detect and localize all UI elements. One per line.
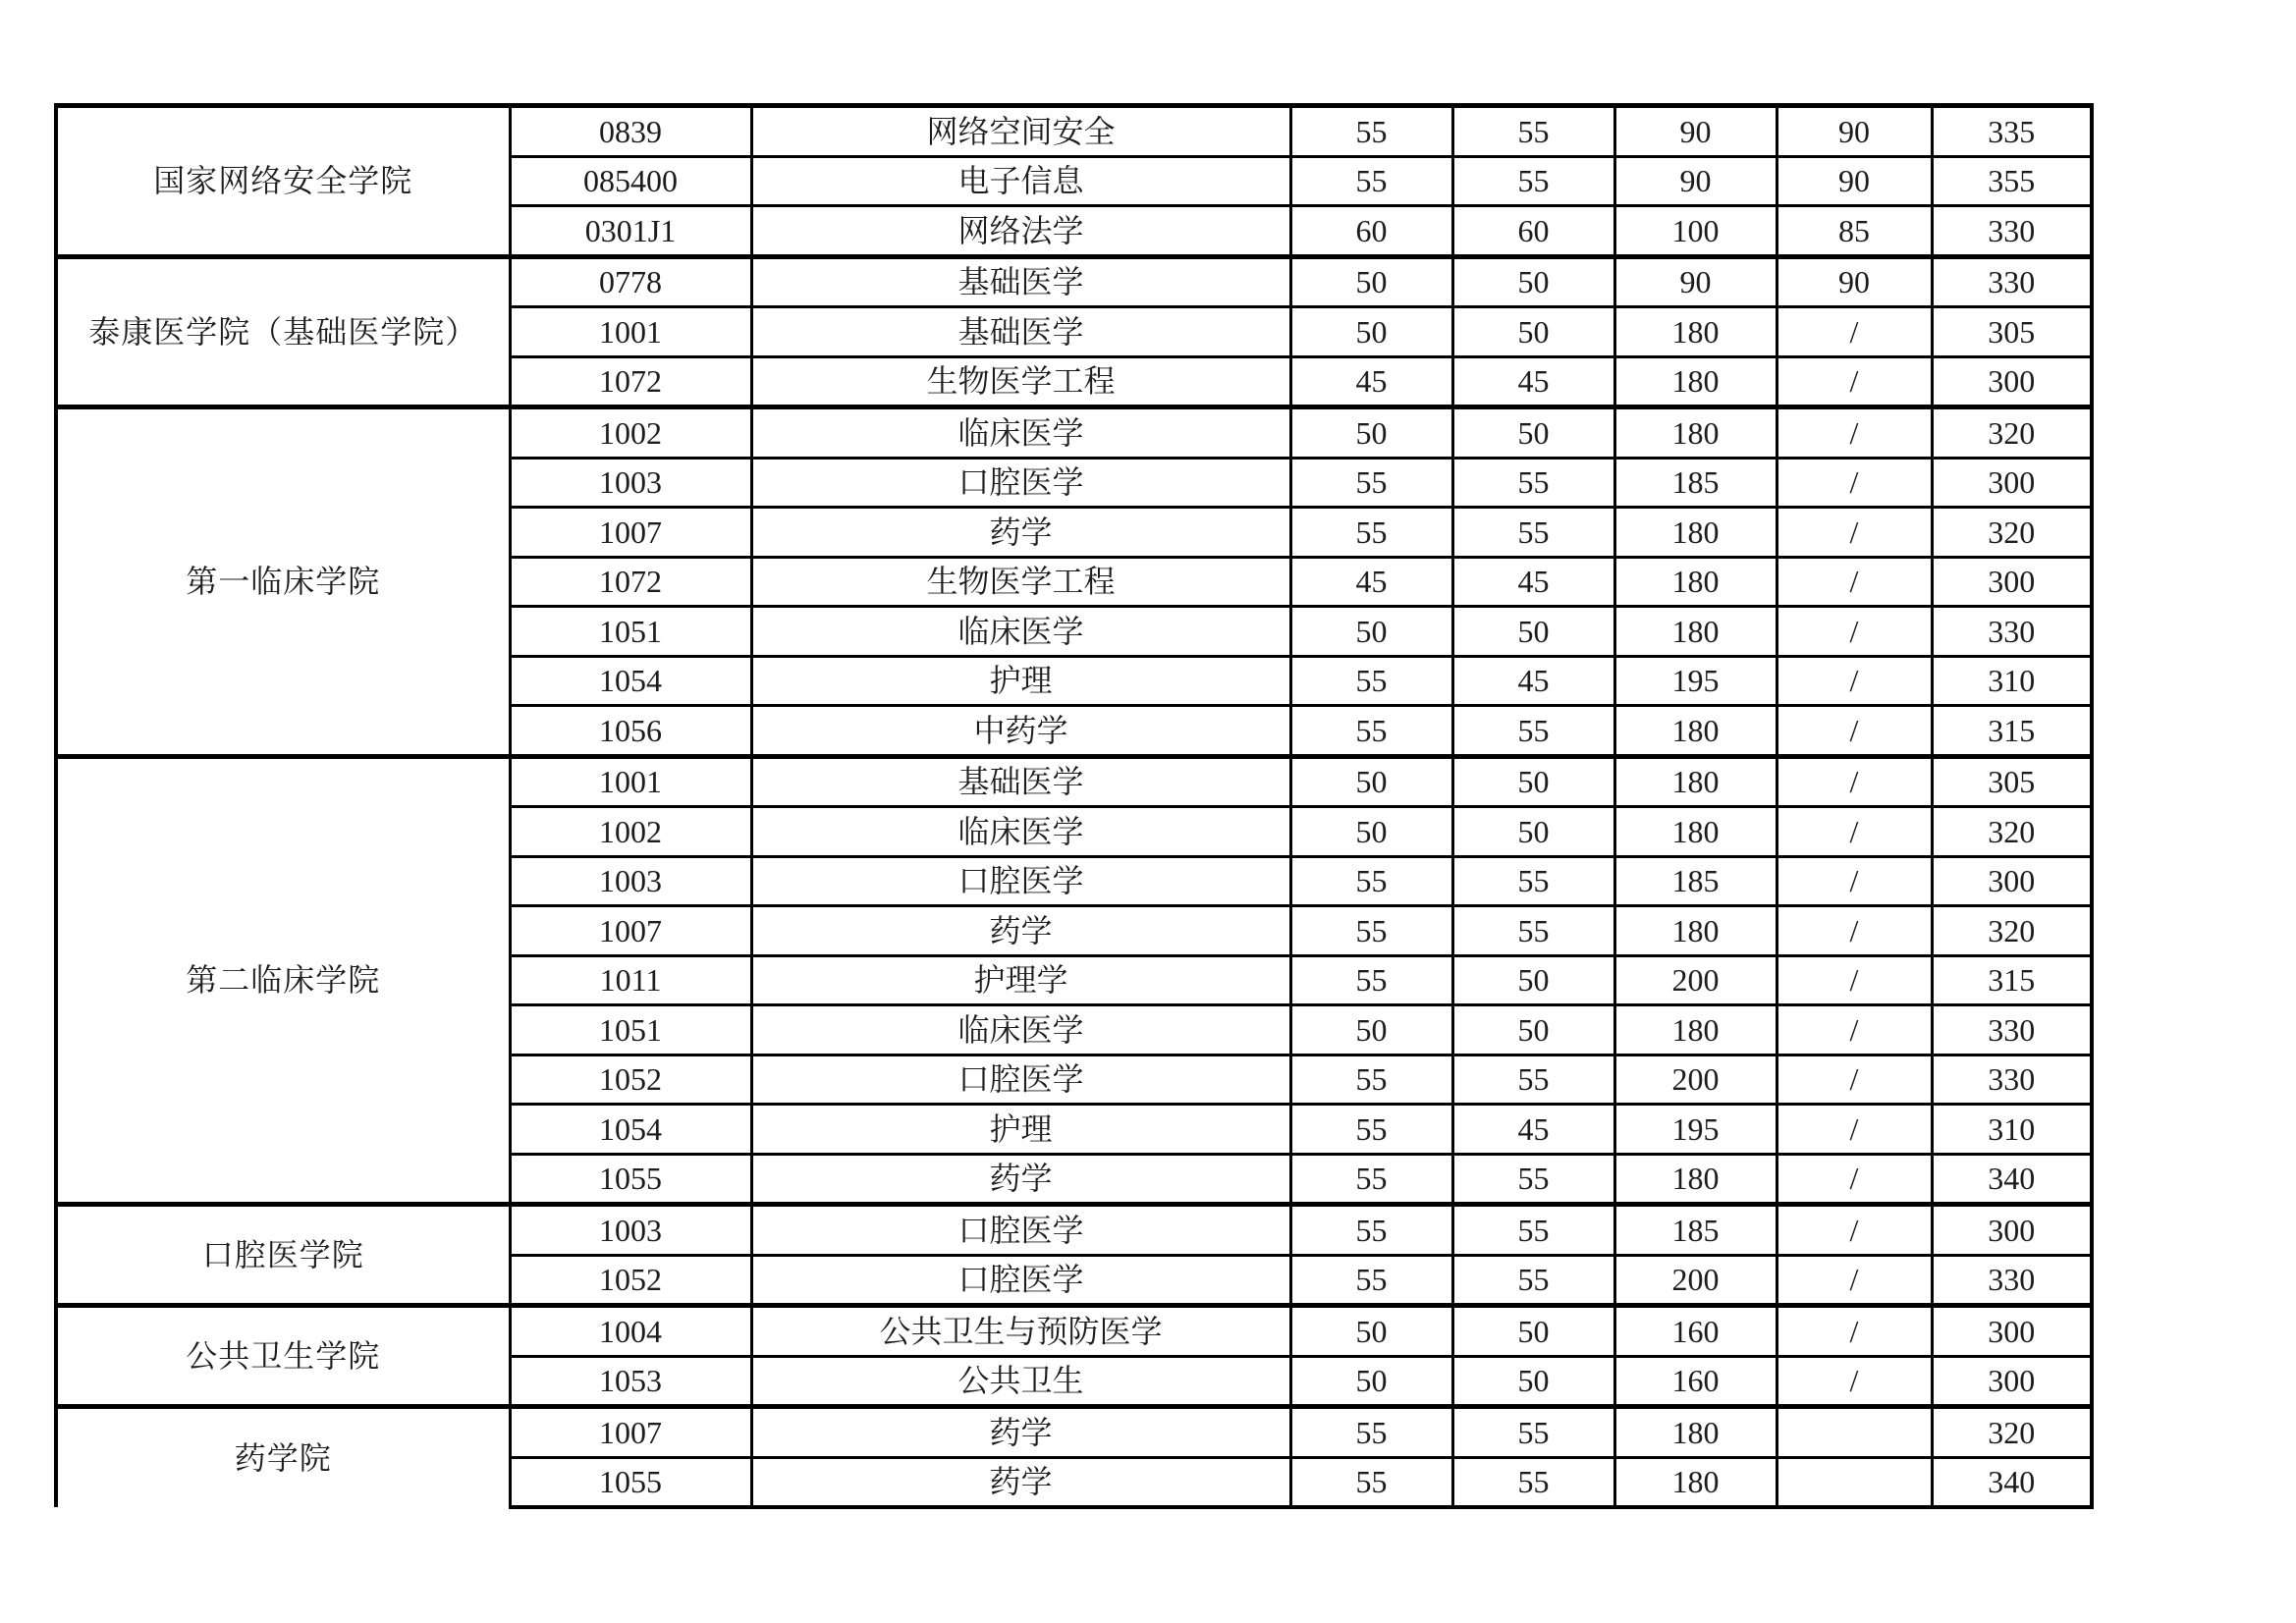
score-cell: 180 — [1614, 807, 1777, 857]
score-cell: 50 — [1290, 1356, 1452, 1407]
score-cell: 55 — [1290, 1205, 1452, 1256]
code-cell: 1007 — [510, 508, 751, 558]
code-cell: 1001 — [510, 756, 751, 807]
code-cell: 1072 — [510, 356, 751, 407]
score-cell: / — [1777, 856, 1932, 906]
total-score-cell: 320 — [1932, 1407, 2092, 1458]
score-cell: 50 — [1290, 1005, 1452, 1055]
major-cell: 护理学 — [751, 955, 1290, 1005]
score-cell: / — [1777, 1055, 1932, 1105]
code-cell: 0839 — [510, 106, 751, 157]
code-cell: 1053 — [510, 1356, 751, 1407]
college-cell: 药学院 — [56, 1407, 510, 1508]
total-score-cell: 340 — [1932, 1154, 2092, 1205]
total-score-cell: 310 — [1932, 1105, 2092, 1155]
score-cell: / — [1777, 1356, 1932, 1407]
total-score-cell: 315 — [1932, 955, 2092, 1005]
score-cell: 180 — [1614, 407, 1777, 459]
score-cell: / — [1777, 557, 1932, 607]
major-cell: 基础医学 — [751, 307, 1290, 357]
score-cell: 185 — [1614, 1205, 1777, 1256]
score-cell: 180 — [1614, 557, 1777, 607]
score-cell: / — [1777, 1306, 1932, 1357]
total-score-cell: 335 — [1932, 106, 2092, 157]
score-cell: / — [1777, 356, 1932, 407]
college-cell: 第二临床学院 — [56, 756, 510, 1205]
score-cell: 55 — [1452, 856, 1614, 906]
code-cell: 0778 — [510, 256, 751, 307]
total-score-cell: 330 — [1932, 607, 2092, 657]
score-cell: 45 — [1452, 356, 1614, 407]
total-score-cell: 330 — [1932, 256, 2092, 307]
total-score-cell: 300 — [1932, 1356, 2092, 1407]
total-score-cell: 315 — [1932, 706, 2092, 757]
score-cell: 50 — [1452, 1356, 1614, 1407]
score-cell: 90 — [1777, 106, 1932, 157]
college-cell: 国家网络安全学院 — [56, 106, 510, 257]
major-cell: 临床医学 — [751, 407, 1290, 459]
score-cell: 55 — [1452, 508, 1614, 558]
score-cell: / — [1777, 1005, 1932, 1055]
major-cell: 中药学 — [751, 706, 1290, 757]
score-cell: 55 — [1290, 1105, 1452, 1155]
score-cell: 180 — [1614, 1005, 1777, 1055]
score-cell: 90 — [1614, 156, 1777, 206]
score-cell: 180 — [1614, 508, 1777, 558]
score-cell: / — [1777, 1255, 1932, 1306]
score-cell: 55 — [1452, 1457, 1614, 1507]
total-score-cell: 330 — [1932, 206, 2092, 257]
score-cell: 60 — [1452, 206, 1614, 257]
table-row — [56, 407, 2092, 459]
score-cell — [1777, 1407, 1932, 1458]
code-cell: 1007 — [510, 1407, 751, 1458]
score-cell: 50 — [1290, 307, 1452, 357]
score-cell: 200 — [1614, 1255, 1777, 1306]
score-cell: 50 — [1452, 1005, 1614, 1055]
score-cell: 185 — [1614, 458, 1777, 508]
code-cell: 1011 — [510, 955, 751, 1005]
score-cell: / — [1777, 906, 1932, 956]
score-cell: 45 — [1290, 557, 1452, 607]
major-cell: 基础医学 — [751, 256, 1290, 307]
score-cell: 50 — [1290, 407, 1452, 459]
total-score-cell: 300 — [1932, 856, 2092, 906]
score-cell: 55 — [1290, 1154, 1452, 1205]
major-cell: 网络空间安全 — [751, 106, 1290, 157]
score-cell: 195 — [1614, 656, 1777, 706]
score-cell: / — [1777, 607, 1932, 657]
major-cell: 公共卫生与预防医学 — [751, 1306, 1290, 1357]
score-cell: 50 — [1290, 807, 1452, 857]
score-cell: / — [1777, 656, 1932, 706]
score-cell: 160 — [1614, 1306, 1777, 1357]
score-cell: 50 — [1290, 256, 1452, 307]
score-cell: 185 — [1614, 856, 1777, 906]
code-cell: 1072 — [510, 557, 751, 607]
major-cell: 护理 — [751, 1105, 1290, 1155]
table-row — [56, 256, 2092, 307]
total-score-cell: 320 — [1932, 508, 2092, 558]
total-score-cell: 340 — [1932, 1457, 2092, 1507]
code-cell: 1002 — [510, 407, 751, 459]
score-cell: 55 — [1452, 106, 1614, 157]
major-cell: 口腔医学 — [751, 856, 1290, 906]
score-cell: 50 — [1452, 756, 1614, 807]
major-cell: 药学 — [751, 1457, 1290, 1507]
table-row — [56, 106, 2092, 157]
score-table-body — [56, 106, 2092, 1508]
total-score-cell: 300 — [1932, 356, 2092, 407]
score-cell: 55 — [1452, 156, 1614, 206]
table-row — [56, 1205, 2092, 1256]
score-cell: 50 — [1452, 807, 1614, 857]
score-cell: 50 — [1452, 1306, 1614, 1357]
score-cell: 180 — [1614, 1154, 1777, 1205]
total-score-cell: 310 — [1932, 656, 2092, 706]
score-cell: 180 — [1614, 307, 1777, 357]
score-cell: 55 — [1290, 1407, 1452, 1458]
code-cell: 1051 — [510, 607, 751, 657]
score-cell: 45 — [1452, 1105, 1614, 1155]
major-cell: 网络法学 — [751, 206, 1290, 257]
score-cell: 55 — [1290, 955, 1452, 1005]
major-cell: 生物医学工程 — [751, 356, 1290, 407]
table-row — [56, 1407, 2092, 1458]
score-table — [54, 103, 2094, 1509]
total-score-cell: 330 — [1932, 1255, 2092, 1306]
score-cell: / — [1777, 407, 1932, 459]
code-cell: 085400 — [510, 156, 751, 206]
score-cell: 90 — [1777, 156, 1932, 206]
total-score-cell: 300 — [1932, 557, 2092, 607]
total-score-cell: 355 — [1932, 156, 2092, 206]
major-cell: 基础医学 — [751, 756, 1290, 807]
score-cell: 200 — [1614, 1055, 1777, 1105]
score-cell: 55 — [1290, 1457, 1452, 1507]
score-cell: 55 — [1452, 1407, 1614, 1458]
score-cell: 180 — [1614, 906, 1777, 956]
major-cell: 口腔医学 — [751, 1255, 1290, 1306]
table-row — [56, 1306, 2092, 1357]
score-cell: / — [1777, 1154, 1932, 1205]
total-score-cell: 320 — [1932, 906, 2092, 956]
college-cell: 公共卫生学院 — [56, 1306, 510, 1407]
major-cell: 护理 — [751, 656, 1290, 706]
score-cell: 45 — [1290, 356, 1452, 407]
score-cell: 50 — [1290, 756, 1452, 807]
total-score-cell: 300 — [1932, 1306, 2092, 1357]
total-score-cell: 320 — [1932, 807, 2092, 857]
score-table-wrap — [54, 103, 2094, 1509]
code-cell: 1052 — [510, 1055, 751, 1105]
score-cell: 50 — [1452, 955, 1614, 1005]
score-cell: 55 — [1290, 906, 1452, 956]
score-cell: 55 — [1290, 156, 1452, 206]
total-score-cell: 300 — [1932, 458, 2092, 508]
total-score-cell: 305 — [1932, 756, 2092, 807]
major-cell: 口腔医学 — [751, 1205, 1290, 1256]
major-cell: 公共卫生 — [751, 1356, 1290, 1407]
college-cell: 第一临床学院 — [56, 407, 510, 757]
major-cell: 药学 — [751, 1407, 1290, 1458]
score-cell: 50 — [1290, 607, 1452, 657]
code-cell: 1004 — [510, 1306, 751, 1357]
score-cell: 195 — [1614, 1105, 1777, 1155]
score-cell: 160 — [1614, 1356, 1777, 1407]
code-cell: 1007 — [510, 906, 751, 956]
code-cell: 1055 — [510, 1154, 751, 1205]
code-cell: 1003 — [510, 1205, 751, 1256]
score-cell: 55 — [1452, 906, 1614, 956]
major-cell: 电子信息 — [751, 156, 1290, 206]
score-cell: 90 — [1777, 256, 1932, 307]
score-cell: 45 — [1452, 656, 1614, 706]
score-cell: / — [1777, 508, 1932, 558]
major-cell: 口腔医学 — [751, 458, 1290, 508]
score-cell: 50 — [1452, 256, 1614, 307]
score-cell: 55 — [1452, 1205, 1614, 1256]
code-cell: 1054 — [510, 1105, 751, 1155]
score-cell: 55 — [1452, 1255, 1614, 1306]
college-cell: 泰康医学院（基础医学院） — [56, 256, 510, 407]
major-cell: 临床医学 — [751, 607, 1290, 657]
code-cell: 1051 — [510, 1005, 751, 1055]
score-cell: 100 — [1614, 206, 1777, 257]
college-cell: 口腔医学院 — [56, 1205, 510, 1306]
score-cell: / — [1777, 955, 1932, 1005]
score-cell: 85 — [1777, 206, 1932, 257]
score-cell: 180 — [1614, 1407, 1777, 1458]
major-cell: 临床医学 — [751, 1005, 1290, 1055]
score-cell: / — [1777, 706, 1932, 757]
code-cell: 1056 — [510, 706, 751, 757]
score-cell: 50 — [1452, 407, 1614, 459]
major-cell: 口腔医学 — [751, 1055, 1290, 1105]
score-cell: 60 — [1290, 206, 1452, 257]
score-cell: 50 — [1452, 307, 1614, 357]
score-cell: 55 — [1290, 458, 1452, 508]
score-cell: 90 — [1614, 106, 1777, 157]
score-cell: 55 — [1290, 1055, 1452, 1105]
score-cell: 55 — [1290, 706, 1452, 757]
table-row — [56, 756, 2092, 807]
major-cell: 药学 — [751, 906, 1290, 956]
score-cell: 55 — [1452, 1055, 1614, 1105]
total-score-cell: 330 — [1932, 1055, 2092, 1105]
total-score-cell: 320 — [1932, 407, 2092, 459]
code-cell: 0301J1 — [510, 206, 751, 257]
score-cell: 55 — [1290, 106, 1452, 157]
score-cell: / — [1777, 756, 1932, 807]
score-cell: / — [1777, 1205, 1932, 1256]
code-cell: 1003 — [510, 458, 751, 508]
score-cell: / — [1777, 1105, 1932, 1155]
code-cell: 1052 — [510, 1255, 751, 1306]
total-score-cell: 305 — [1932, 307, 2092, 357]
code-cell: 1001 — [510, 307, 751, 357]
score-cell: / — [1777, 807, 1932, 857]
score-cell: 200 — [1614, 955, 1777, 1005]
score-cell: 50 — [1290, 1306, 1452, 1357]
score-cell: / — [1777, 458, 1932, 508]
score-cell: 55 — [1452, 706, 1614, 757]
score-cell: 180 — [1614, 607, 1777, 657]
total-score-cell: 300 — [1932, 1205, 2092, 1256]
score-cell: 55 — [1452, 458, 1614, 508]
score-cell: 55 — [1290, 1255, 1452, 1306]
major-cell: 药学 — [751, 1154, 1290, 1205]
score-cell: 180 — [1614, 356, 1777, 407]
score-cell: 55 — [1290, 856, 1452, 906]
score-cell: 55 — [1290, 656, 1452, 706]
major-cell: 药学 — [751, 508, 1290, 558]
score-cell: 55 — [1452, 1154, 1614, 1205]
major-cell: 生物医学工程 — [751, 557, 1290, 607]
score-cell: / — [1777, 307, 1932, 357]
score-cell: 180 — [1614, 1457, 1777, 1507]
score-cell: 180 — [1614, 706, 1777, 757]
code-cell: 1055 — [510, 1457, 751, 1507]
code-cell: 1054 — [510, 656, 751, 706]
code-cell: 1003 — [510, 856, 751, 906]
score-cell: 55 — [1290, 508, 1452, 558]
score-cell — [1777, 1457, 1932, 1507]
score-cell: 45 — [1452, 557, 1614, 607]
score-cell: 50 — [1452, 607, 1614, 657]
score-cell: 90 — [1614, 256, 1777, 307]
major-cell: 临床医学 — [751, 807, 1290, 857]
score-cell: 180 — [1614, 756, 1777, 807]
code-cell: 1002 — [510, 807, 751, 857]
total-score-cell: 330 — [1932, 1005, 2092, 1055]
